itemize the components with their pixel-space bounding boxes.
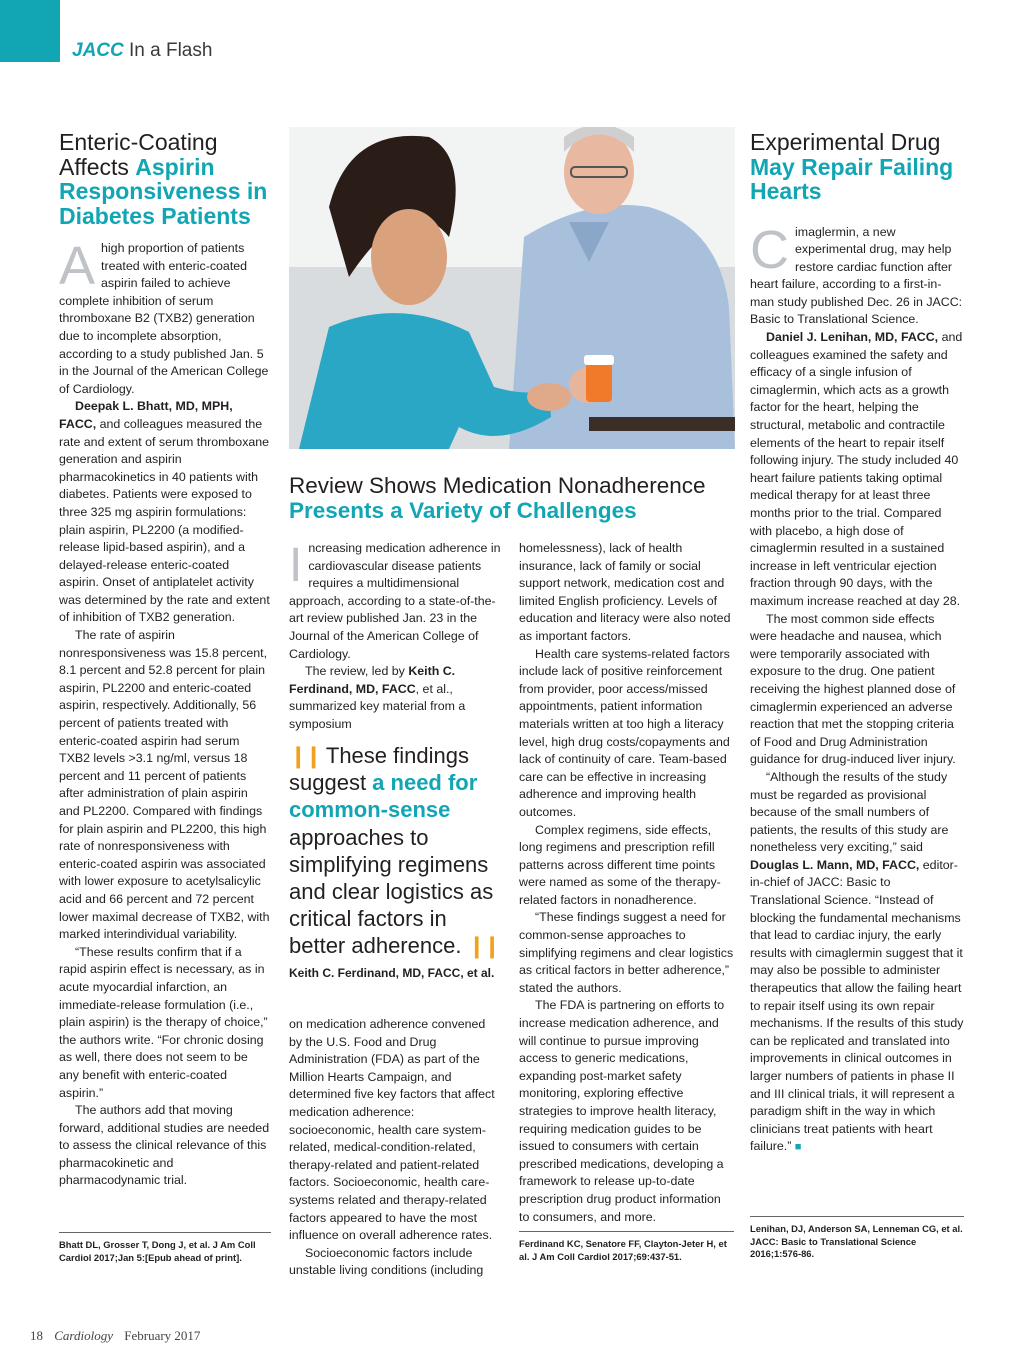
article-adherence-col2: homelessness), lack of health insurance, lack of family or social support network, medication cost and limited English proficiency. Levels of education and literacy were also noted as important factors. Health care systems-related factors include lack of positive reinforcement from provider, poor access/missed appointments, patient information materials written at too high a literacy level, high drug costs/copayments and lack of continuity of care. Team-based care can be effective in increasing adherence and improving health outcomes. Complex regimens, side effects, long regimens and prescription refill patterns across different time points were named as some of the therapy-related factors in nonadherence. “These findings suggest a need for common-sense approaches to simplifying regimens and clear logistics as critical factors in better adherence,” stated the authors. The FDA is partnering on efforts to increase medication adherence, and will continue to pursue improving access to generic medications, expanding post-market safety monitoring, exploring effective strategies to improve health literacy, requiring medication guides to be issued to consumers with certain prescribed medications, developing a framework to release up-to-date prescription drug product information to consumers, and more. (519, 541, 734, 1224)
article-adherence-reference: Ferdinand KC, Senatore FF, Clayton-Jeter H, et al. J Am Coll Cardiol 2017;69:437-51. (519, 1238, 727, 1262)
author-name: Douglas L. Mann, MD, FACC, (750, 857, 920, 872)
end-mark-icon: ■ (794, 1141, 802, 1154)
corner-tab (0, 0, 60, 62)
quote-attribution: Keith C. Ferdinand, MD, FACC, et al. (289, 965, 495, 980)
ref-divider (59, 1232, 271, 1233)
article-aspirin-reference: Bhatt DL, Grosser T, Dong J, et al. J Am Coll Cardiol 2017;Jan 5:[Epub ahead of print]. (59, 1239, 256, 1263)
article-aspirin-body: Ahigh proportion of patients treated with enteric-coated aspirin failed to achieve complete inhibition of serum thromboxane B2 (TXB2) generation due to incomplete absorption, according to a study published Jan. 5 in the Journal of the American College of Cardiology. Deepak L. Bhatt, MD, MPH, FACC, and colleagues measured the rate and extent of serum thromboxane generation and aspirin pharmacokinetics in 40 patients with diabetes. Patients were exposed to three 325 mg aspirin formulations: plain aspirin, PL2200 (a modified-release lipid-based aspirin), and a delayed-release enteric-coated aspirin. Onset of antiplatelet activity was determined by the rate and extent of inhibition of TXB2 generation. The rate of aspirin nonresponsiveness was 15.8 percent, 8.1 percent and 52.8 percent for plain aspirin, PL2200 and enteric-coated aspirin, respectively. Additionally, 56 percent of patients treated with enteric-coated aspirin had serum TXB2 levels >3.1 ng/ml, versus 18 percent and 11 percent of patients after administration of plain aspirin and PL2200. Compared with findings for plain aspirin and PL2200, this high rate of nonresponsiveness with enteric-coated aspirin was associated with lower exposure to acetylsalicylic acid and 66 percent and 72 percent lower maximal decrease of TXB2, with marked interindividual variability. “These results confirm that if a rapid aspirin effect is necessary, as in acute myocardial infarction, an immediate-release formulation (i.e., plain aspirin) is the therapy of choice,” the authors write. “For chronic dosing as well, there does not seem to be any benefit with enteric-coated aspirin.” The authors add that moving forward, additional studies are needed to assess the clinical relevance of this pharmacokinetic and pharmacodynamic trial. (59, 236, 270, 1188)
page-number: 18 (30, 1328, 43, 1343)
author-name: Keith C. Ferdinand, MD, FACC (289, 664, 456, 696)
article-aspirin-title: Enteric-Coating Affects Aspirin Responsiveness in Diabetes Patients (59, 129, 268, 229)
section-header (72, 40, 212, 62)
author-name: Daniel J. Lenihan, MD, FACC, (766, 330, 939, 345)
author-name: Deepak L. Bhatt, MD, MPH, FACC, (59, 399, 233, 431)
article-cimaglermin (750, 130, 964, 1157)
article-adherence-col1-top: Increasing medication adherence in cardiovascular disease patients requires a multidimensional approach, according to a state-of-the-art review published Jan. 23 in the Journal of the American College of Cardiology. The review, led by Keith C. Ferdinand, MD, FACC, et al., summarized key material from a symposium (289, 539, 501, 731)
ref-divider (519, 1231, 734, 1232)
journal-name: JACC (72, 40, 124, 61)
ref-divider (750, 1216, 964, 1217)
pull-quote: ❙❙ These findings suggest a need for common-sense approaches to simplifying regimens and clear logistics as critical factors in better adherence. ❙❙ Keith C. Ferdinand, MD, FACC, et al. (289, 742, 501, 980)
photo-illustration (289, 127, 735, 449)
quote-close-icon: ❙❙ (467, 933, 499, 959)
article-adherence-col1-bottom: on medication adherence convened by the U.S. Food and Drug Administration (FDA) as part of the Million Hearts Campaign, and determined five key factors that affect medication adherence: socioeconomic, health care system-related, medical-condition-related, therapy-related and patient-related factors. Socioeconomic, health care-systems related and therapy-related factors appeared to have the most influence on overall adherence rates. Socioeconomic factors include unstable living conditions (including (289, 1017, 495, 1278)
article-aspirin (59, 130, 271, 1190)
magazine-name: Cardiology (54, 1328, 113, 1343)
photo-nurse-patient (289, 127, 735, 449)
article-adherence-title: Review Shows Medication Nonadherence Presents a Variety of Challenges (289, 473, 706, 523)
article-cimaglermin-reference: Lenihan, DJ, Anderson SA, Lenneman CG, et al. JACC: Basic to Translational Science 2016;1:576-86. (750, 1223, 963, 1259)
dropcap: C (750, 219, 789, 280)
article-cimaglermin-body: Cimaglermin, a new experimental drug, may help restore cardiac function after heart failure, according to a first-in-man study published Dec. 26 in JACC: Basic to Translational Science. Daniel J. Lenihan, MD, FACC, and colleagues examined the safety and efficacy of a single infusion of cimaglermin, which acts as a growth factor for the heart, helping the structural, metabolic and contractile elements of the heart to repair itself following injury. The study included 40 heart failure patients taking optimal medical therapy for at least three months prior to the trial. Compared with placebo, a high dose of cimaglermin resulted in a sustained increase in left ventricular ejection fraction through 90 days, with the maximum increase reached at day 28. The most common side effects were headache and nausea, which were temporarily associated with exposure to the drug. One patient receiving the highest planned dose of cimaglermin experienced an adverse reaction that met the stopping criteria of Food and Drug Administration guidance for drug-induced liver injury. “Although the results of the study must be regarded as provisional because of the small numbers of patients, the results of this study are nonetheless very exciting,” said Douglas L. Mann, MD, FACC, editor-in-chief of JACC: Basic to Translational Science. “Instead of blocking the fundamental mechanisms that lead to cardiac injury, the early results with cimaglermin suggest that it may also be possible to administer therapeutics that allow the failing heart to repair itself using its own repair mechanisms. If the results of this study can be replicated and translated into improvements in clinical outcomes in larger numbers of patients in phase II and III clinical trials, it will represent a paradigm shift in the way in which clinicians treat patients with heart failure.” ■ (750, 219, 964, 1154)
dropcap: A (59, 236, 96, 296)
article-cimaglermin-title: Experimental Drug May Repair Failing Hearts (750, 129, 954, 204)
section-name: In a Flash (123, 40, 213, 61)
page-footer (30, 1328, 200, 1344)
quote-open-icon: ❙❙ (289, 743, 320, 768)
issue-date: February 2017 (124, 1328, 201, 1343)
dropcap: I (289, 539, 303, 592)
